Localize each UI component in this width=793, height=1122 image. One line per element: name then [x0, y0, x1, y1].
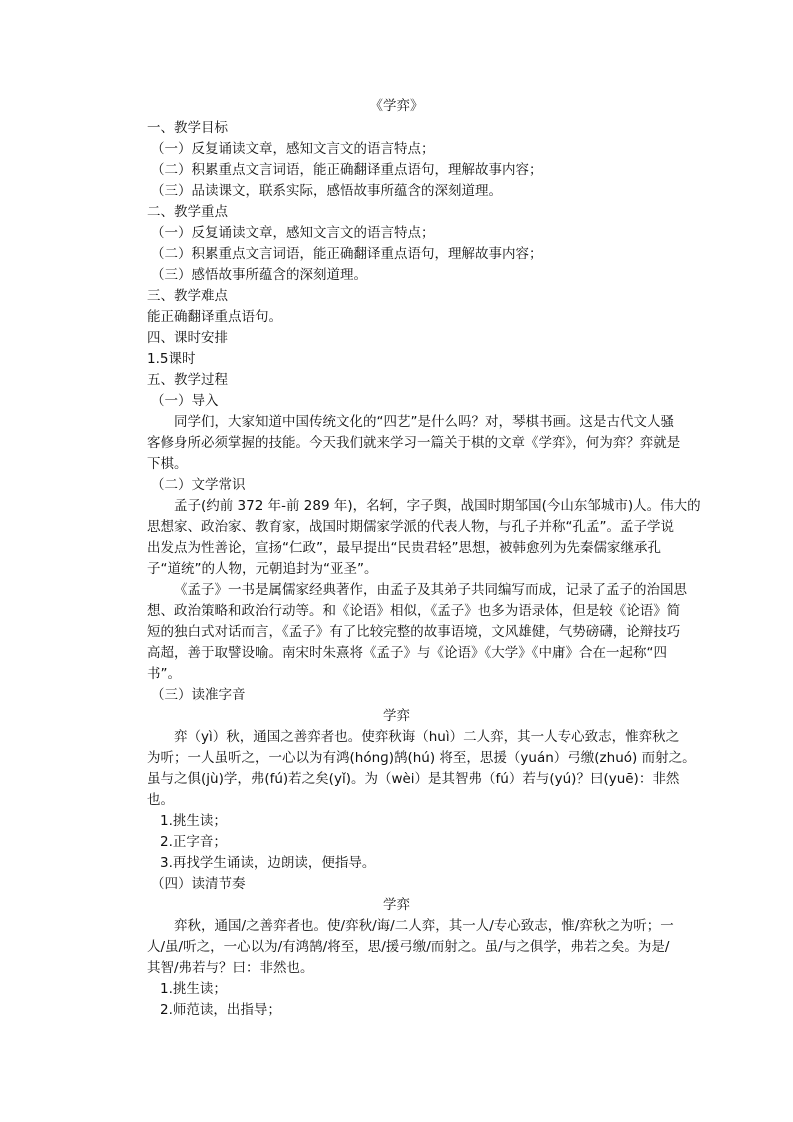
objective-item: （三）品读课文，联系实际，感悟故事所蕴含的深刻道理。	[151, 183, 502, 199]
difficulty-text: 能正确翻译重点语句。	[147, 309, 282, 325]
subheading-intro: （一）导入	[151, 393, 219, 409]
passage-line: 为听；一人虽听之，一心以为有鸿(hónɡ)鹄(hú) 将至，思援（yuán）弓缴(zhuó) 而射之。	[147, 750, 696, 766]
key-point-item: （三）感悟故事所蕴含的深刻道理。	[151, 267, 367, 283]
paragraph-line: 同学们，大家知道中国传统文化的“四艺”是什么吗？对，琴棋书画。这是古代文人骚	[174, 414, 674, 430]
subheading-pronunciation: （三）读准字音	[151, 687, 246, 703]
paragraph-line: 孟子(约前 372 年-前 289 年)，名轲，字子舆，战国时期邹国(今山东邹城市)人。伟大的	[174, 498, 701, 514]
subheading-literature: （二）文学常识	[151, 477, 246, 493]
passage-line: 人/虽/听之，一心以为/有鸿鹄/将至，思/援弓缴/而射之。虽/与之俱学，弗若之矣。为是/	[147, 939, 670, 955]
paragraph-line: 下棋。	[147, 456, 188, 472]
passage-line: 虽与之俱(jù)学，弗(fú)若之矣(yǐ)。为（wèi）是其智弗（fú）若与(yú)？曰(yuē)：非然	[147, 771, 680, 787]
step-item: 1.挑生读；	[160, 981, 227, 997]
section-heading-difficulties: 三、教学难点	[147, 288, 228, 304]
section-heading-process: 五、教学过程	[147, 372, 228, 388]
passage-title: 学弈	[383, 708, 410, 724]
paragraph-line: 子“道统”的人物，元朝追封为“亚圣”。	[147, 561, 378, 577]
paragraph-line: 书”。	[147, 666, 181, 682]
step-item: 2.师范读，出指导；	[160, 1002, 281, 1018]
subheading-rhythm: （四）读清节奏	[151, 876, 246, 892]
step-item: 1.挑生读；	[160, 813, 227, 829]
paragraph-line: 《孟子》一书是属儒家经典著作，由孟子及其弟子共同编写而成，记录了孟子的治国思	[174, 582, 687, 598]
passage-line: 弈秋，通国/之善弈者也。使/弈秋/诲/二人弈，其一人/专心致志，惟/弈秋之为听；一	[174, 918, 674, 934]
paragraph-line: 出发点为性善论，宣扬“仁政”，最早提出“民贵君轻”思想，被韩愈列为先秦儒家继承孔	[147, 540, 661, 556]
objective-item: （二）积累重点文言词语，能正确翻译重点语句，理解故事内容；	[151, 162, 543, 178]
schedule-text: 1.5课时	[147, 351, 196, 367]
step-item: 2.正字音；	[160, 834, 227, 850]
section-heading-objectives: 一、教学目标	[147, 120, 228, 136]
passage-line: 弈（yì）秋，通国之善弈者也。使弈秋诲（huì）二人弈，其一人专心致志，惟弈秋之	[174, 729, 680, 745]
step-item: 3.再找学生诵读，边朗读，便指导。	[160, 855, 376, 871]
passage-line: 也。	[147, 792, 174, 808]
paragraph-line: 想、政治策略和政治行动等。和《论语》相似，《孟子》也多为语录体，但是较《论语》简	[147, 603, 681, 619]
objective-item: （一）反复诵读文章，感知文言文的语言特点；	[151, 141, 435, 157]
paragraph-line: 思想家、政治家、教育家，战国时期儒家学派的代表人物，与孔子并称“孔孟”。孟子学说	[147, 519, 674, 535]
document-title: 《学弈》	[369, 98, 424, 114]
paragraph-line: 高超，善于取譬设喻。南宋时朱熹将《孟子》与《论语》《大学》《中庸》合在一起称“四	[147, 645, 667, 661]
passage-title: 学弈	[383, 897, 410, 913]
key-point-item: （一）反复诵读文章，感知文言文的语言特点；	[151, 225, 435, 241]
section-heading-key-points: 二、教学重点	[147, 204, 228, 220]
paragraph-line: 客修身所必须掌握的技能。今天我们就来学习一篇关于棋的文章《学弈》，何为弈？弈就是	[147, 435, 681, 451]
passage-line: 其智/弗若与？曰：非然也。	[147, 960, 314, 976]
section-heading-schedule: 四、课时安排	[147, 330, 228, 346]
paragraph-line: 短的独白式对话而言，《孟子》有了比较完整的故事语境，文风雄健，气势磅礴，论辩技巧	[147, 624, 681, 640]
key-point-item: （二）积累重点文言词语，能正确翻译重点语句，理解故事内容；	[151, 246, 543, 262]
